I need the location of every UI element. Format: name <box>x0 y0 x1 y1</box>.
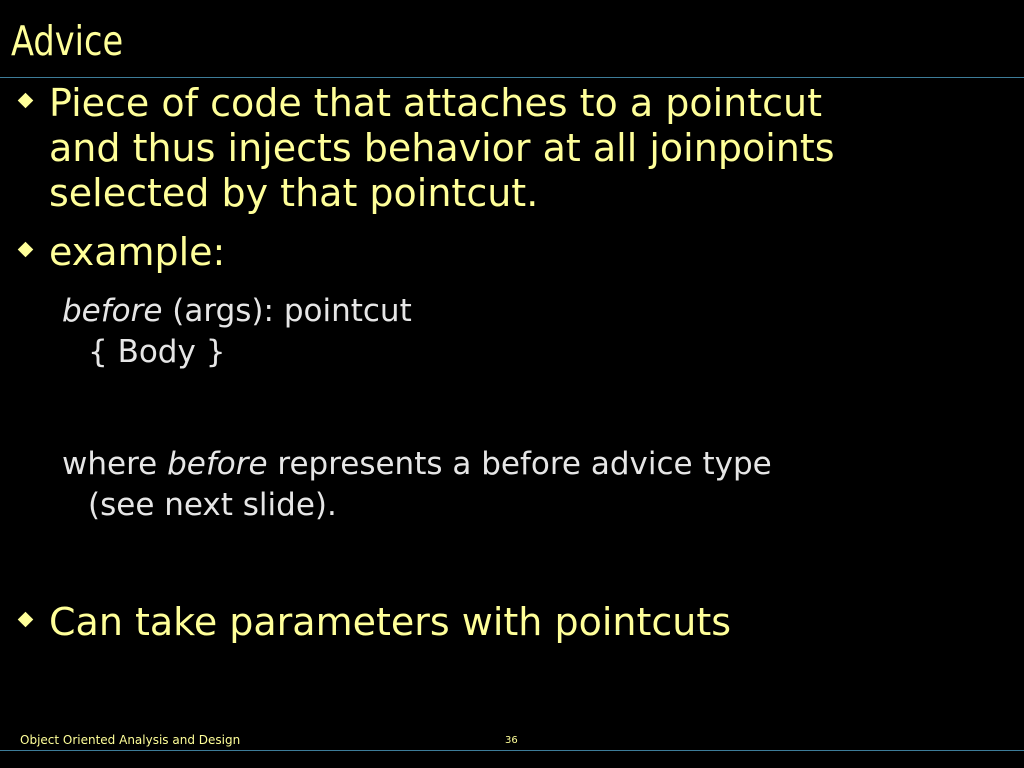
bullet-line: Can take parameters with pointcuts <box>49 600 732 644</box>
where-line <box>62 444 882 485</box>
code-signature <box>62 291 882 332</box>
diamond-bullet-icon <box>18 93 34 109</box>
footer-course: Object Oriented Analysis and Design <box>20 733 241 747</box>
bullet-text <box>49 81 889 216</box>
signature-text: (args): pointcut <box>162 293 412 329</box>
slide-title: Advice <box>11 17 124 65</box>
code-body: { Body } <box>88 334 226 370</box>
diamond-bullet-icon <box>18 242 34 258</box>
where-prefix: where <box>62 446 168 482</box>
page-number: 36 <box>505 735 518 746</box>
bullet-line: and thus injects behavior at all joinpoints <box>49 126 835 170</box>
where-note <box>62 444 882 526</box>
bullet-text <box>49 230 889 275</box>
title-divider <box>0 77 1024 78</box>
bullet-line: example: <box>49 230 226 274</box>
bullet-line: Piece of code that attaches to a pointcut <box>49 81 823 125</box>
bullet-line: selected by that pointcut. <box>49 171 539 215</box>
example-code <box>62 291 882 373</box>
footer-divider <box>0 750 1024 751</box>
diamond-bullet-icon <box>18 612 34 628</box>
advice-keyword: before <box>167 446 268 482</box>
where-continuation: (see next slide). <box>88 487 337 523</box>
advice-keyword: before <box>62 293 163 329</box>
where-suffix: represents a before advice type <box>267 446 772 482</box>
bullet-text <box>49 600 889 645</box>
